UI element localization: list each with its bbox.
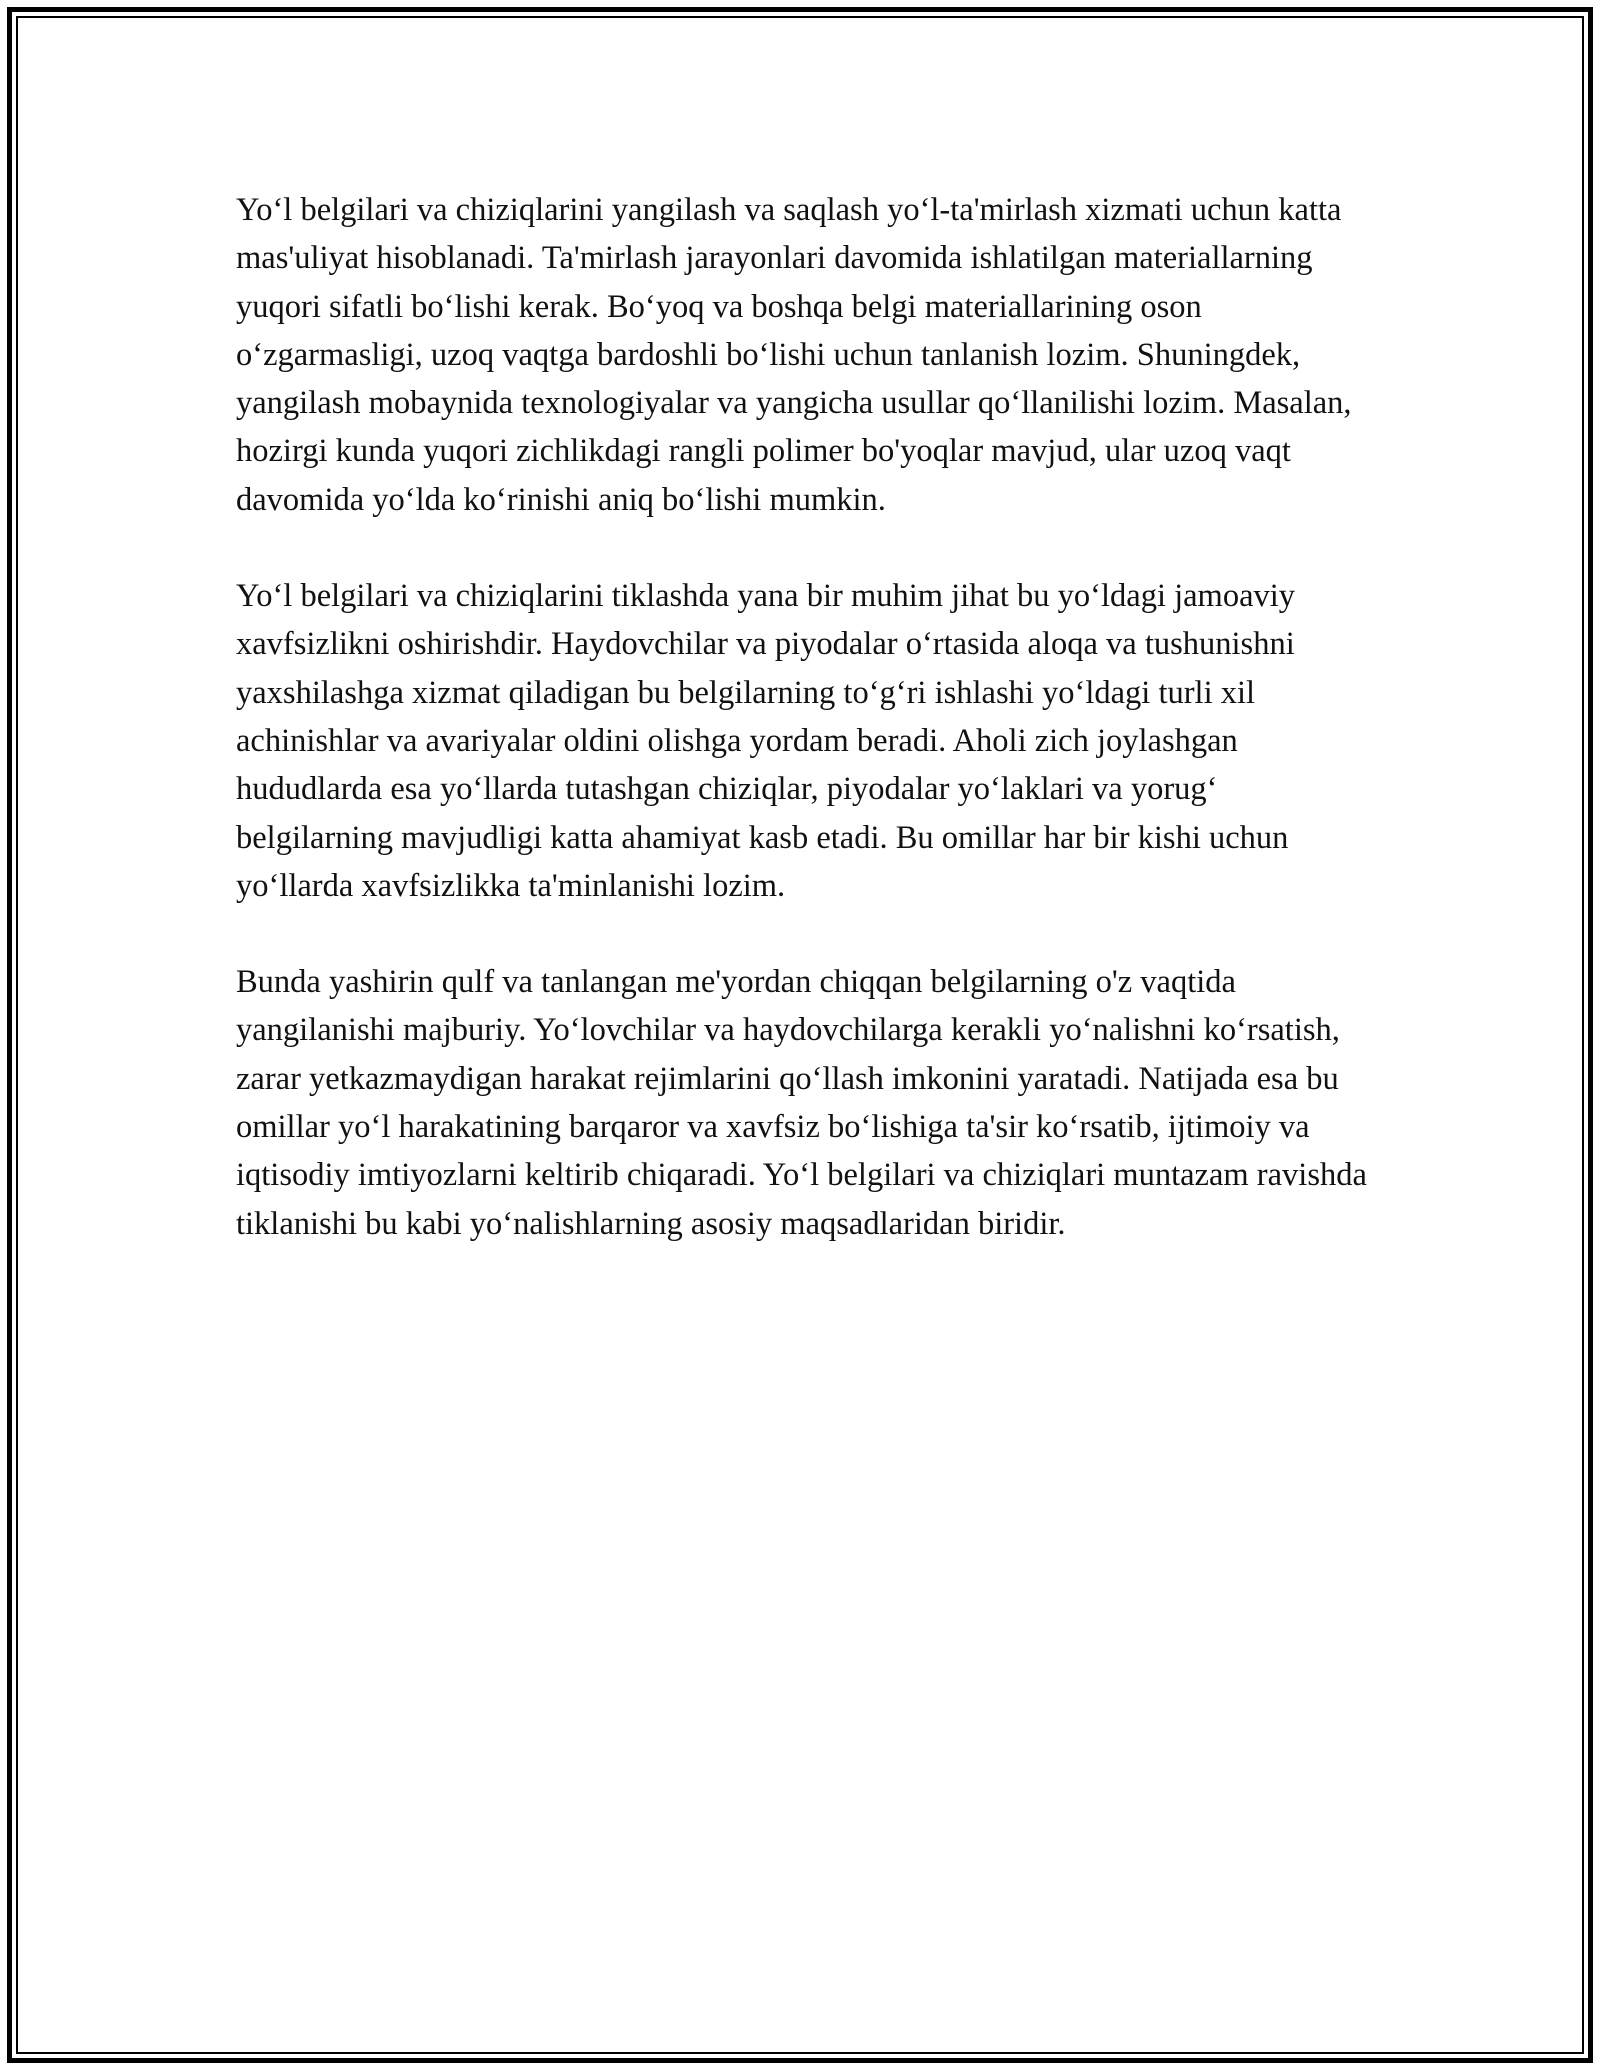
paragraph-3: Bunda yashirin qulf va tanlangan me'yordan chiqqan belgilarning o'z vaqtida yangilanishi majburiy. Yo‘lovchilar va haydovchilarga kerakli yo‘nalishni ko‘rsatish, zarar yetkazmaydigan harakat rejimlarini qo‘llash imkonini yaratadi. Natijada esa bu omillar yo‘l harakatining barqaror va xavfsiz bo‘lishiga ta'sir ko‘rsatib, ijtimoiy va iqtisodiy imtiyozlarni keltirib chiqaradi. Yo‘l belgilari va chiziqlari muntazam ravishda tiklanishi bu kabi yo‘nalishlarning asosiy maqsadlaridan biridir. xyxy=(236,964,1367,1242)
document-body xyxy=(236,186,1376,1296)
paragraph-1: Yo‘l belgilari va chiziqlarini yangilash va saqlash yo‘l-ta'mirlash xizmati uchun katta mas'uliyat hisoblanadi. Ta'mirlash jarayonlari davomida ishlatilgan materiallarning yuqori sifatli bo‘lishi kerak. Bo‘yoq va boshqa belgi materiallarining oson o‘zgarmasligi, uzoq vaqtga bardoshli bo‘lishi uchun tanlanish lozim. Shuningdek, yangilash mobaynida texnologiyalar va yangicha usullar qo‘llanilishi lozim. Masalan, hozirgi kunda yuqori zichlikdagi rangli polimer bo'yoqlar mavjud, ular uzoq vaqt davomida yo‘lda ko‘rinishi aniq bo‘lishi mumkin. xyxy=(236,192,1352,518)
paragraph-2: Yo‘l belgilari va chiziqlarini tiklashda yana bir muhim jihat bu yo‘ldagi jamoaviy xavfsizlikni oshirishdir. Haydovchilar va piyodalar o‘rtasida aloqa va tushunishni yaxshilashga xizmat qiladigan bu belgilarning to‘g‘ri ishlashi yo‘ldagi turli xil achinishlar va avariyalar oldini olishga yordam beradi. Aholi zich joylashgan hududlarda esa yo‘llarda tutashgan chiziqlar, piyodalar yo‘laklari va yorug‘ belgilarning mavjudligi katta ahamiyat kasb etadi. Bu omillar har bir kishi uchun yo‘llarda xavfsizlikka ta'minlanishi lozim. xyxy=(236,578,1296,904)
